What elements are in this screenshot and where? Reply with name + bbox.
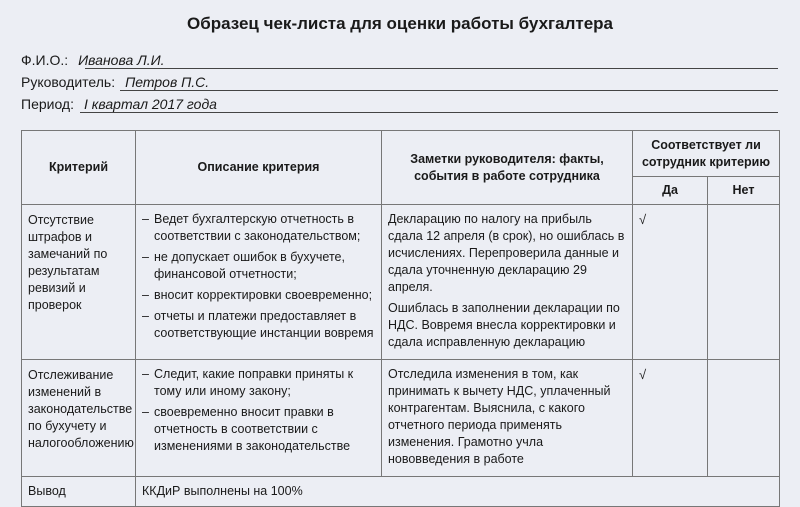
row-description: [136, 205, 381, 350]
fio-value: Иванова Л.И.: [78, 52, 165, 68]
row-description: [136, 360, 381, 463]
header-no: Нет: [708, 177, 780, 205]
fio-underline: [85, 68, 778, 69]
header-match: Соответствует ли сотрудник критерию: [633, 131, 780, 177]
manager-value: Петров П.С.: [125, 74, 210, 90]
row-notes: [382, 360, 632, 476]
footer-row: [22, 477, 780, 507]
period-value: I квартал 2017 года: [84, 96, 217, 112]
description-item: – своевременно вносит правки в отчетность в соответствии с изменениями в законодательстве: [142, 405, 351, 453]
no-mark: [708, 360, 779, 366]
yes-checkmark: √: [639, 212, 647, 227]
document-title: Образец чек-листа для оценки работы бухгалтера: [186, 14, 613, 33]
period-field: [21, 96, 217, 112]
description-item: – отчеты и платежи предоставляет в соответствующие инстанции вовремя: [142, 309, 374, 340]
fio-field: [21, 52, 165, 68]
row-criterion: Отслеживание изменений в законодательстве по бухучету и налогообложению: [28, 368, 134, 450]
manager-underline: [120, 90, 778, 91]
description-item: – вносит корректировки своевременно;: [142, 288, 373, 302]
row-criterion: Отсутствие штрафов и замечаний по результатам ревизий и проверок: [28, 213, 108, 312]
yes-checkmark: √: [639, 367, 647, 382]
description-item: – Ведет бухгалтерскую отчетность в соответствии с законодательством;: [142, 212, 361, 243]
fio-label: Ф.И.О.:: [21, 52, 69, 68]
footer-value: ККДиР выполнены на 100%: [142, 484, 303, 498]
header-description: Описание критерия: [136, 131, 382, 205]
period-underline: [80, 112, 778, 113]
header-criterion: Критерий: [22, 131, 136, 205]
table-row: [22, 205, 780, 360]
note-paragraph: Ошиблась в заполнении декларации по НДС. Вовремя внесла корректировки и сдала исправленную декларацию: [388, 301, 620, 349]
header-notes: Заметки руководителя: факты, события в работе сотрудника: [382, 131, 633, 205]
row-notes: [382, 205, 632, 359]
no-mark: [708, 205, 779, 211]
note-paragraph: Отследила изменения в том, как принимать к вычету НДС, уплаченный контрагентам. Выяснила, с какого отчетного периода применять изменения. Грамотно учла нововведения в работе: [388, 367, 611, 466]
table-row: [22, 360, 780, 477]
description-item: – Следит, какие поправки приняты к тому или иному закону;: [142, 367, 354, 398]
header-yes: Да: [633, 177, 708, 205]
checklist-table: [21, 130, 780, 507]
manager-field: [21, 74, 209, 90]
manager-label: Руководитель:: [21, 74, 116, 90]
period-label: Период:: [21, 96, 74, 112]
footer-label: Вывод: [28, 484, 66, 498]
note-paragraph: Декларацию по налогу на прибыль сдала 12 апреля (в срок), но ошиблась в исчислениях. Перепроверила данные и сдала уточненную декларацию 29 апреля.: [388, 212, 625, 294]
description-item: – не допускает ошибок в бухучете, финансовой отчетности;: [142, 250, 345, 281]
